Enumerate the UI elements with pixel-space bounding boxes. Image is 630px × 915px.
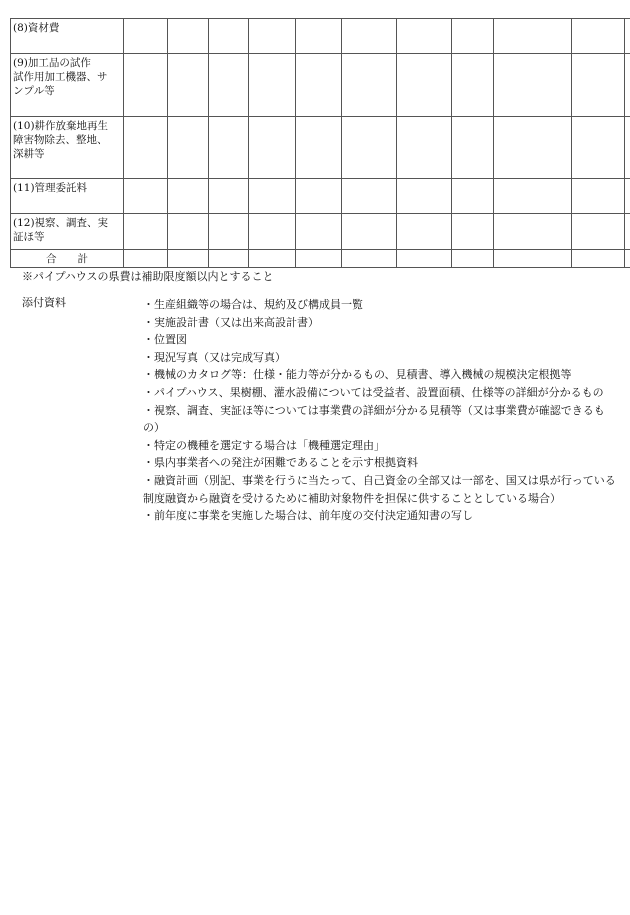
- table-cell: [249, 179, 296, 214]
- table-cell: [452, 117, 494, 179]
- table-cell: [625, 250, 630, 268]
- row-label: (9)加工品の試作 試作用加工機器、サ ンプル等: [11, 54, 124, 117]
- table-cell: [296, 54, 342, 117]
- table-cell: [452, 214, 494, 250]
- attachment-item: ・実施設計書（又は出来高設計書）: [143, 315, 319, 329]
- row-label: (12)視察、調査、実 証ほ等: [11, 214, 124, 250]
- table-cell: [342, 214, 397, 250]
- table-cell: [124, 54, 168, 117]
- table-cell: [494, 250, 572, 268]
- table-cell: [342, 54, 397, 117]
- table-cell: [397, 117, 452, 179]
- table-cell: [209, 179, 249, 214]
- table-cell: [342, 19, 397, 54]
- table-row: [11, 54, 630, 117]
- table-cell: [209, 117, 249, 179]
- table-cell: [625, 19, 630, 54]
- table-cell: [124, 250, 168, 268]
- table-cell: [452, 179, 494, 214]
- table-cell: [209, 250, 249, 268]
- attachment-item: ・パイプハウス、果樹棚、灌水設備については受益者、設置面積、仕様等の詳細が分かるもの: [143, 385, 604, 399]
- attachment-item: ・生産組織等の場合は、規約及び構成員一覧: [143, 298, 363, 311]
- row-label: (10)耕作放棄地再生 障害物除去、整地、 深耕等: [11, 117, 124, 179]
- table-cell: [124, 117, 168, 179]
- table-cell: [168, 19, 209, 54]
- table-cell: [494, 117, 572, 179]
- table-cell: [249, 214, 296, 250]
- table-cell: [124, 214, 168, 250]
- attachment-item: ・視察、調査、実証ほ等については事業費の詳細が分かる見積等（又は事業費が確認できるもの）: [143, 403, 605, 435]
- table-cell: [494, 214, 572, 250]
- table-cell: [342, 179, 397, 214]
- row-label: (8)資材費: [11, 19, 124, 54]
- table-cell: [572, 250, 625, 268]
- table-cell: [249, 54, 296, 117]
- table-cell: [572, 19, 625, 54]
- table-cell: [249, 117, 296, 179]
- table-cell: [296, 214, 342, 250]
- attachments-heading: 添付資料: [22, 296, 66, 309]
- cost-breakdown-table: [10, 18, 630, 268]
- table-cell: [168, 250, 209, 268]
- table-cell: [168, 214, 209, 250]
- table-cell: [209, 54, 249, 117]
- table-cell: [296, 250, 342, 268]
- attachment-item: ・位置図: [143, 333, 187, 347]
- table-cell: [124, 19, 168, 54]
- note-text: ※パイプハウスの県費は補助限度額以内とすること: [22, 270, 274, 283]
- attachment-item: ・前年度に事業を実施した場合は、前年度の交付決定通知書の写し: [143, 509, 473, 523]
- table-cell: [209, 19, 249, 54]
- table-row: [11, 117, 630, 179]
- table-cell: [572, 117, 625, 179]
- table-cell: [452, 19, 494, 54]
- table-cell: [397, 250, 452, 268]
- table-cell: [296, 19, 342, 54]
- table-cell: [625, 214, 630, 250]
- table-cell: [249, 250, 296, 268]
- table-cell: [397, 19, 452, 54]
- table-cell: [625, 179, 630, 214]
- table-cell: [625, 54, 630, 117]
- table-cell: [494, 179, 572, 214]
- table-cell: [572, 214, 625, 250]
- table-cell: [296, 179, 342, 214]
- attachment-item: ・融資計画（別記、事業を行うに当たって、自己資金の全部又は一部を、国又は県が行っている制度融資から融資を受けるために補助対象物件を担保に供することとしている場合）: [143, 473, 616, 505]
- attachments-list: [143, 296, 621, 525]
- total-row: [11, 250, 630, 268]
- table-cell: [342, 250, 397, 268]
- attachment-item: ・現況写真（又は完成写真）: [143, 350, 286, 364]
- table-cell: [124, 179, 168, 214]
- table-cell: [494, 19, 572, 54]
- table-cell: [168, 117, 209, 179]
- total-label-text: 合 計: [46, 252, 88, 265]
- table-cell: [452, 54, 494, 117]
- table-cell: [572, 179, 625, 214]
- table-cell: [397, 214, 452, 250]
- attachment-item: ・県内事業者への発注が困難であることを示す根拠資料: [143, 456, 418, 470]
- table-cell: [397, 54, 452, 117]
- table-cell: [625, 117, 630, 179]
- table-cell: [342, 117, 397, 179]
- total-label: [11, 250, 124, 268]
- table-cell: [397, 179, 452, 214]
- attachment-item: ・特定の機種を選定する場合は「機種選定理由」: [143, 438, 385, 452]
- table-cell: [296, 117, 342, 179]
- table-row: [11, 19, 630, 54]
- table-row: [11, 179, 630, 214]
- table-cell: [572, 54, 625, 117]
- table-cell: [249, 19, 296, 54]
- table-cell: [168, 179, 209, 214]
- row-label: (11)管理委託料: [11, 179, 124, 214]
- table-cell: [168, 54, 209, 117]
- table-row: [11, 214, 630, 250]
- attachment-item: ・機械のカタログ等：仕様・能力等が分かるもの、見積書、導入機械の規模決定根拠等: [143, 368, 572, 382]
- table-cell: [452, 250, 494, 268]
- table-cell: [209, 214, 249, 250]
- table-cell: [494, 54, 572, 117]
